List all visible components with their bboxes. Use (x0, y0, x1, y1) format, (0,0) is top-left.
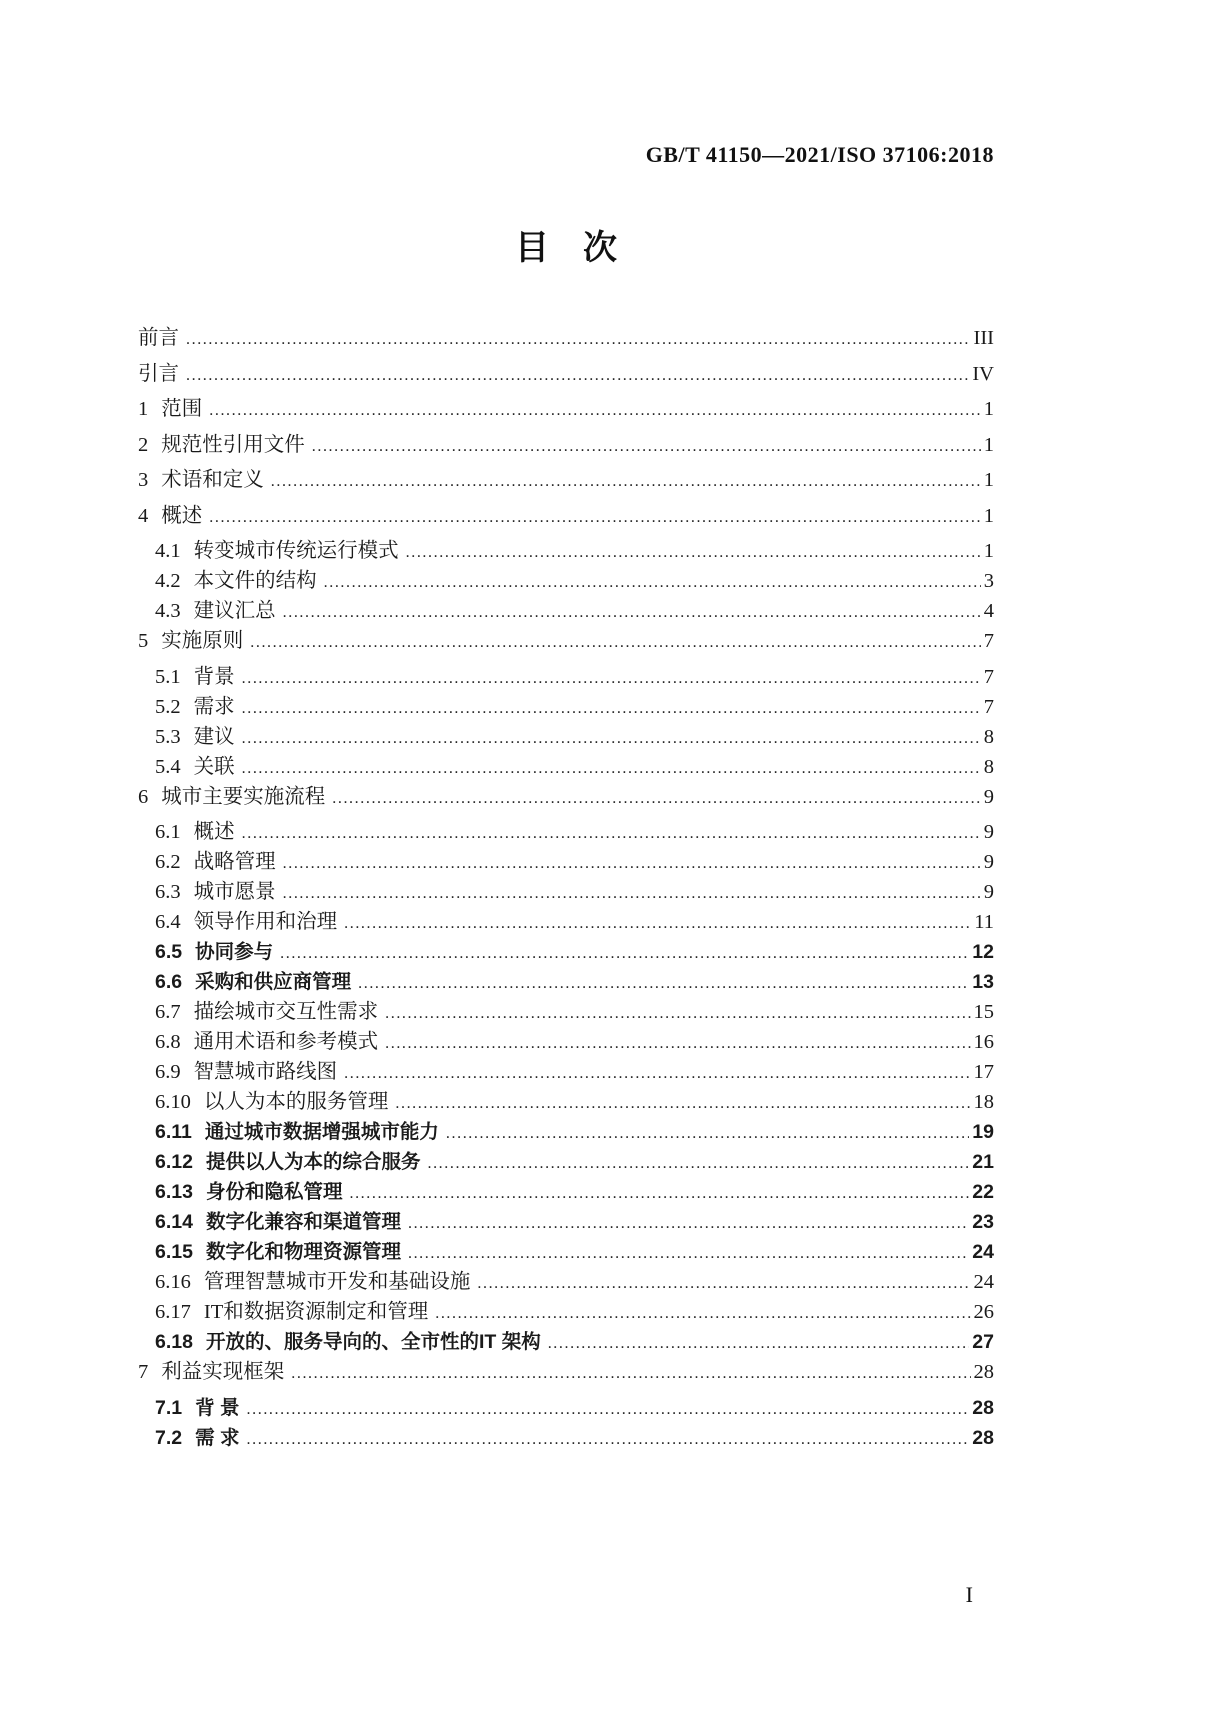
toc-entry-page: 21 (972, 1151, 994, 1173)
toc-entry-number: 3 (138, 469, 149, 491)
toc-entry-number: 4 (138, 504, 149, 527)
toc-dot-leader (385, 1029, 970, 1057)
toc-entry (138, 538, 994, 568)
toc-entry-title: 需 求 (195, 1426, 240, 1449)
toc-entry-title: 协同参与 (195, 941, 274, 963)
toc-entry-page: 1 (983, 398, 994, 420)
toc-dot-leader (427, 1149, 969, 1177)
toc-entry-number: 6.4 (155, 911, 181, 933)
toc-dot-leader (395, 1089, 970, 1117)
toc-entry (138, 1359, 994, 1395)
toc-entry (138, 664, 994, 694)
toc-entry-title: 关联 (193, 755, 235, 778)
toc-entry-number: 5.4 (155, 755, 181, 778)
toc-entry-number: 7 (138, 1361, 149, 1383)
toc-entry-page: 9 (983, 785, 994, 808)
toc-entry-title: 实施原则 (161, 630, 244, 652)
toc-entry (138, 939, 994, 969)
toc-dot-leader (283, 849, 981, 877)
toc-dot-leader (209, 396, 981, 424)
toc-entry-number: 6 (138, 785, 149, 808)
toc-dot-leader (349, 1179, 969, 1207)
toc-entry-page: 1 (983, 540, 994, 562)
toc-dot-leader (446, 1119, 969, 1147)
toc-entry-title: 规范性引用文件 (161, 433, 305, 456)
toc-dot-leader (250, 628, 981, 656)
toc-entry-title: 描绘城市交互性需求 (193, 1001, 379, 1023)
toc-dot-leader (242, 819, 981, 847)
toc-entry (138, 1149, 994, 1179)
toc-dot-leader (186, 325, 971, 353)
toc-entry-number: 6.6 (155, 971, 183, 993)
toc-entry-page: 9 (983, 821, 994, 843)
toc-entry-number: 6.14 (155, 1211, 193, 1233)
toc-entry-number: 4.1 (155, 540, 181, 562)
toc-entry-title: 术语和定义 (161, 469, 264, 491)
toc-entry (138, 1089, 994, 1119)
toc-entry-title: 战略管理 (193, 851, 276, 873)
toc-entry-number: 2 (138, 433, 149, 456)
toc-entry-number: 6.17 (155, 1301, 191, 1323)
toc-entry-page: 8 (983, 725, 994, 748)
toc-entry-title: 采购和供应商管理 (195, 971, 352, 993)
toc-entry (138, 819, 994, 849)
toc-entry-page: 9 (983, 851, 994, 873)
toc-entry-title: 提供以人为本的综合服务 (205, 1151, 421, 1173)
toc-entry (138, 1395, 994, 1425)
toc-page-title: 目 次 (515, 230, 617, 267)
toc-entry-title: 前言 (138, 327, 179, 349)
toc-entry-page: 1 (983, 433, 994, 456)
toc-entry (138, 1239, 994, 1269)
toc-entry-title: 通过城市数据增强城市能力 (204, 1121, 439, 1143)
toc-entry (138, 1179, 994, 1209)
toc-dot-leader (477, 1269, 970, 1297)
toc-entry-number: 7.1 (155, 1396, 183, 1419)
toc-entry-title: 需求 (193, 695, 235, 718)
toc-entry-title: 转变城市传统运行模式 (193, 540, 399, 562)
toc-entry (138, 467, 994, 503)
toc-dot-leader (242, 664, 981, 692)
toc-entry-page: 12 (972, 941, 994, 963)
toc-entry-page: 19 (972, 1121, 994, 1143)
toc-entry-page: 1 (983, 504, 994, 527)
toc-entry (138, 325, 994, 361)
toc-entry-page: 3 (983, 570, 994, 592)
toc-entry-number: 6.18 (155, 1331, 193, 1353)
toc-entry (138, 909, 994, 939)
toc-entry-number: 7.2 (155, 1426, 183, 1449)
toc-entry (138, 432, 994, 468)
toc-entry (138, 849, 994, 879)
toc-entry (138, 1329, 994, 1359)
toc-entry-title: 数字化和物理资源管理 (205, 1241, 401, 1263)
toc-dot-leader (358, 969, 969, 997)
toc-dot-leader (548, 1329, 970, 1357)
standard-number: GB/T 41150—2021/ISO 37106:2018 (645, 142, 994, 167)
toc-entry-page: 24 (972, 1241, 994, 1263)
toc-entry (138, 1299, 994, 1329)
toc-dot-leader (344, 1059, 970, 1087)
toc-entry-page: 1 (983, 469, 994, 491)
toc-entry-page: 7 (983, 630, 994, 652)
toc-entry-page: 26 (973, 1301, 994, 1323)
toc-entry-page: 16 (973, 1031, 994, 1053)
toc-entry-title: 以人为本的服务管理 (203, 1091, 389, 1113)
toc-entry-page: 4 (983, 600, 994, 622)
toc-entry-title: 背 景 (195, 1396, 240, 1419)
toc-dot-leader (332, 784, 981, 812)
toc-entry-page: IV (972, 362, 994, 385)
toc-dot-leader (408, 1239, 969, 1267)
toc-entry-title: 数字化兼容和渠道管理 (205, 1211, 401, 1233)
toc-entry-title: 城市愿景 (193, 881, 276, 903)
toc-entry-page: 28 (972, 1396, 994, 1419)
toc-entry-page: 8 (983, 755, 994, 778)
toc-entry-page: 23 (972, 1211, 994, 1233)
toc-entry-title: 利益实现框架 (161, 1361, 285, 1383)
toc-entry (138, 784, 994, 820)
toc-entry-page: 9 (983, 881, 994, 903)
toc-entry-title: 建议汇总 (193, 600, 276, 622)
toc-entry-number: 5.3 (155, 725, 181, 748)
toc-entry-page: 28 (972, 1426, 994, 1449)
toc-entry-title: 本文件的结构 (193, 570, 317, 592)
toc-entry-title: 通用术语和参考模式 (193, 1031, 379, 1053)
toc-entry (138, 694, 994, 724)
toc-dot-leader (406, 538, 981, 566)
toc-dot-leader (186, 361, 969, 389)
toc-entry-number: 6.16 (155, 1271, 191, 1293)
toc-entry-page: 11 (974, 911, 994, 933)
toc-entry (138, 568, 994, 598)
toc-entry-page: 24 (973, 1271, 994, 1293)
toc-entry-number: 4.2 (155, 570, 181, 592)
toc-entry-number: 5.2 (155, 695, 181, 718)
toc-entry (138, 1209, 994, 1239)
toc-dot-leader (242, 694, 981, 722)
toc-entry-number: 6.3 (155, 881, 181, 903)
toc-entry-title: 概述 (161, 504, 203, 527)
toc-entry-page: 22 (972, 1181, 994, 1203)
toc-entry-title: 建议 (193, 725, 235, 748)
toc-entry-title: 范围 (161, 398, 203, 420)
toc-entry-page: 7 (983, 665, 994, 688)
toc-dot-leader (209, 503, 981, 531)
toc-entry-page: 27 (972, 1331, 994, 1353)
toc-dot-leader (280, 939, 969, 967)
toc-entry (138, 879, 994, 909)
toc-dot-leader (283, 598, 981, 626)
toc-entry-number: 4.3 (155, 600, 181, 622)
toc-entry-number: 5.1 (155, 665, 181, 688)
toc-entry (138, 724, 994, 754)
toc-entry-number: 6.9 (155, 1061, 181, 1083)
toc-entry (138, 969, 994, 999)
toc-list (138, 325, 994, 1455)
toc-entry-number: 6.10 (155, 1091, 191, 1113)
toc-entry-number: 6.8 (155, 1031, 181, 1053)
toc-entry (138, 628, 994, 664)
toc-entry-number: 1 (138, 398, 149, 420)
toc-dot-leader (283, 879, 981, 907)
toc-entry (138, 503, 994, 539)
toc-dot-leader (435, 1299, 970, 1327)
toc-dot-leader (344, 909, 971, 937)
toc-dot-leader (324, 568, 981, 596)
toc-entry-number: 6.11 (155, 1121, 192, 1143)
toc-entry-number: 6.2 (155, 851, 181, 873)
toc-dot-leader (312, 432, 981, 460)
toc-entry-title: 引言 (138, 362, 179, 385)
page-number: I (965, 1582, 973, 1607)
toc-entry-number: 5 (138, 630, 149, 652)
toc-dot-leader (385, 999, 970, 1027)
toc-entry-number: 6.1 (155, 821, 181, 843)
toc-dot-leader (291, 1359, 970, 1387)
toc-entry (138, 999, 994, 1029)
toc-entry-title: 开放的、服务导向的、全市性的IT 架构 (205, 1331, 541, 1353)
toc-dot-leader (242, 754, 981, 782)
toc-dot-leader (271, 467, 981, 495)
toc-entry (138, 1425, 994, 1455)
toc-entry-title: 身份和隐私管理 (205, 1181, 343, 1203)
toc-entry (138, 396, 994, 432)
toc-dot-leader (408, 1209, 969, 1237)
toc-entry (138, 754, 994, 784)
toc-entry-number: 6.12 (155, 1151, 193, 1173)
toc-entry-number: 6.15 (155, 1241, 193, 1263)
toc-entry-number: 6.7 (155, 1001, 181, 1023)
toc-entry (138, 598, 994, 628)
toc-entry (138, 361, 994, 397)
toc-entry-page: 17 (973, 1061, 994, 1083)
toc-entry-title: 管理智慧城市开发和基础设施 (203, 1271, 471, 1293)
toc-entry-title: 概述 (193, 821, 235, 843)
toc-entry (138, 1029, 994, 1059)
toc-entry-page: 7 (983, 695, 994, 718)
toc-dot-leader (247, 1395, 970, 1423)
toc-entry-title: 领导作用和治理 (193, 911, 338, 933)
toc-entry-page: III (973, 327, 994, 349)
toc-entry-page: 15 (973, 1001, 994, 1023)
toc-dot-leader (242, 724, 981, 752)
toc-entry-page: 28 (973, 1361, 994, 1383)
toc-entry (138, 1269, 994, 1299)
toc-entry-number: 6.13 (155, 1181, 193, 1203)
toc-entry-number: 6.5 (155, 941, 183, 963)
toc-entry (138, 1119, 994, 1149)
toc-entry (138, 1059, 994, 1089)
toc-entry-title: 背景 (193, 665, 235, 688)
toc-entry-title: 智慧城市路线图 (193, 1061, 338, 1083)
toc-entry-page: 18 (973, 1091, 994, 1113)
toc-dot-leader (247, 1425, 970, 1453)
toc-entry-title: 城市主要实施流程 (161, 785, 326, 808)
toc-entry-page: 13 (972, 971, 994, 993)
toc-entry-title: IT和数据资源制定和管理 (203, 1301, 429, 1323)
